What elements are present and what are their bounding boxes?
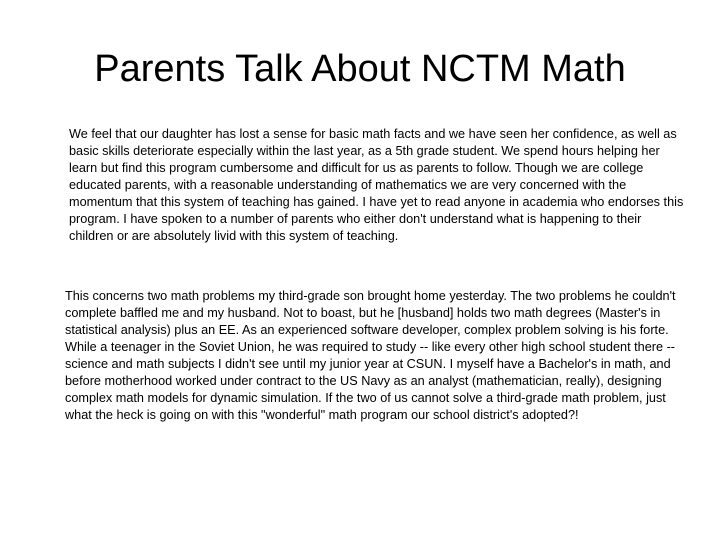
- slide-title: Parents Talk About NCTM Math: [94, 48, 626, 90]
- parent-quote-1: We feel that our daughter has lost a sense for basic math facts and we have seen her confidence, as well as basic skills deteriorate especially within the last year, as a 5th grade student. We spend hours helping her learn but find this program cumbersome and difficult for us as parents to follow. Though we are college educated parents, with a reasonable understanding of mathematics we are very concerned with the momentum that this system of teaching has gained. I have yet to read anyone in academia who endorses this program. I have spoken to a number of parents who either don't understand what is happening to their children or are absolutely livid with this system of teaching.: [69, 127, 684, 243]
- parent-quote-2: This concerns two math problems my third-grade son brought home yesterday. The two problems he couldn't complete baffled me and my husband. Not to boast, but he [husband] holds two math degrees (Master's in statistical analysis) plus an EE. As an experienced software developer, complex problem solving is his forte. While a teenager in the Soviet Union, he was required to study -- like every other high school student there -- science and math subjects I didn't see until my junior year at CSUN. I myself have a Bachelor's in math, and before motherhood worked under contract to the US Navy as an analyst (mathematician, really), designing complex math models for dynamic simulation. If the two of us cannot solve a third-grade math problem, just what the heck is going on with this "wonderful" math program our school district's adopted?!: [65, 289, 676, 422]
